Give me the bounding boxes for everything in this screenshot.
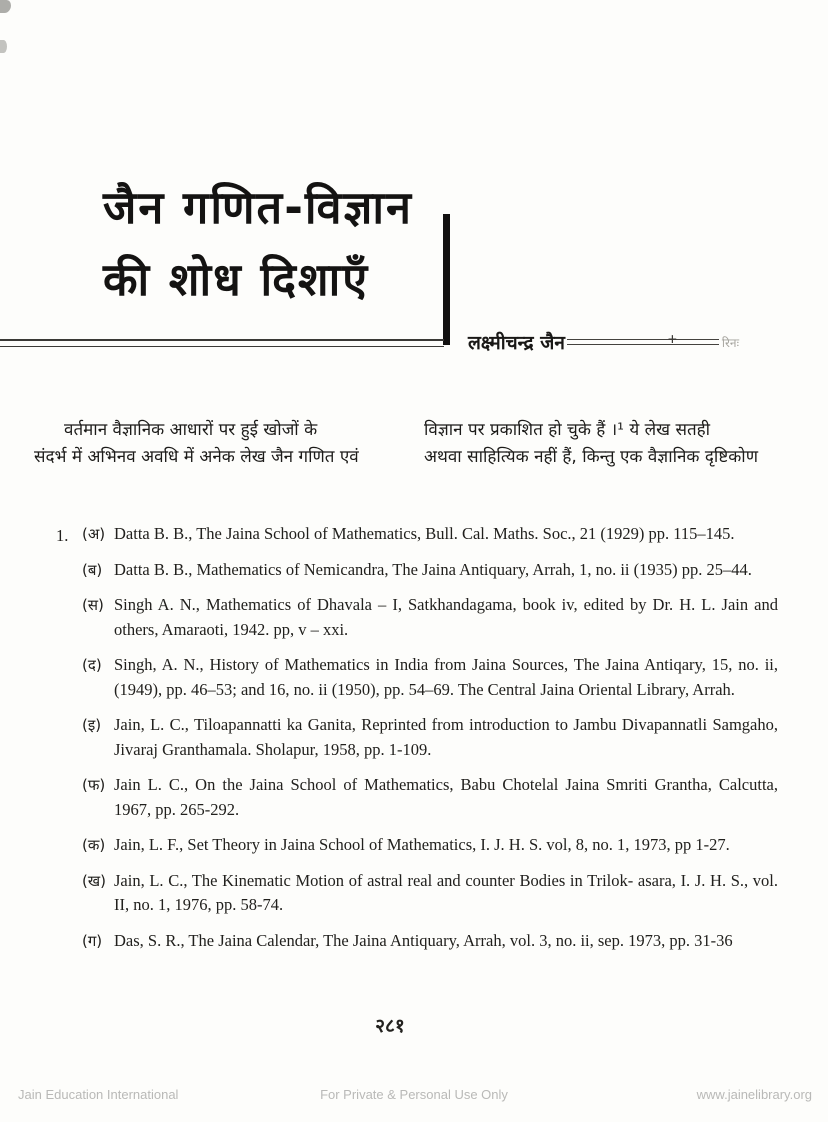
reference-list [56,522,782,964]
reference-item [56,593,782,642]
reference-item [56,929,782,954]
page-number: २८१ [375,1015,405,1037]
reference-citation: Jain L. C., On the Jaina School of Mathematics, Babu Chotelal Jaina Smriti Grantha, Calcutta, 1967, pp. 265-292. [114,775,778,819]
reference-citation: Datta B. B., Mathematics of Nemicandra, The Jaina Antiquary, Arrah, 1, no. ii (1935) pp. 25–44. [114,559,752,579]
scan-artifact-mark [0,0,11,13]
reference-citation: Jain, L. C., Tiloapannatti ka Ganita, Reprinted from introduction to Jambu Divapannatli Samgaho, Jivaraj Granthamala. Sholapur, 1958, pp. 1-109. [114,715,778,759]
reference-citation: Singh A. N., Mathematics of Dhavala – I, Satkhandagama, book iv, edited by Dr. H. L. Jain and others, Amaraoti, 1942. pp, v – xxi. [114,595,778,639]
intro-text-line: विज्ञान पर प्रकाशित हो चुके हैं ।¹ ये लेख सतही [424,420,711,440]
rule-plus-tick: + [667,330,677,348]
author-line [468,328,818,356]
intro-right-column [424,417,824,471]
reference-label: (अ) [82,525,106,543]
intro-text-line: वर्तमान वैज्ञानिक आधारों पर हुई खोजों के [64,420,318,440]
reference-item [56,833,782,858]
footer-usage-note: For Private & Personal Use Only [320,1087,508,1102]
author-name: लक्ष्मीचन्द्र जैन [468,332,565,354]
footer-publisher: Jain Education International [18,1087,179,1102]
reference-item [56,653,782,702]
reference-label: (ख) [82,871,106,890]
reference-item [56,558,782,583]
reference-label: (ब) [82,560,103,579]
rule-end-smudge: रिनः [721,335,740,350]
reference-citation: Singh, A. N., History of Mathematics in India from Jaina Sources, The Jaina Antiqary, 15, no. ii, (1949), pp. 46–53; and 16, no. ii (1950), pp. 54–69. The Central Jaina Oriental Library, Arrah. [114,655,778,699]
intro-text-line: संदर्भ में अभिनव अवधि में अनेक लेख जैन गणित एवं [34,447,359,467]
author-double-rule [567,330,719,348]
reference-label: (स) [82,596,104,614]
reference-item [56,869,782,918]
article-title [103,172,448,316]
reference-citation: Jain, L. C., The Kinematic Motion of astral real and counter Bodies in Trilok- asara, I. J. H. S., vol. II, no. 1, 1976, pp. 58-74. [114,870,778,914]
reference-citation: Das, S. R., The Jaina Calendar, The Jaina Antiquary, Arrah, vol. 3, no. ii, sep. 1973, pp. 31-36 [114,930,733,950]
title-divider-bar [443,214,450,345]
scan-artifact-mark [0,40,7,53]
article-title-line2: की शोध दिशाएँ [103,253,370,306]
intro-left-column [34,417,426,471]
masthead-double-rule [0,339,444,347]
reference-label: (ग) [82,931,103,950]
reference-label: (द) [82,656,102,674]
footnote-number: 1. [56,526,69,545]
footer [0,1087,828,1107]
reference-item [56,713,782,762]
reference-item [56,773,782,822]
reference-label: (फ) [82,776,106,794]
reference-citation: Datta B. B., The Jaina School of Mathematics, Bull. Cal. Maths. Soc., 21 (1929) pp. 115–145. [114,524,735,543]
reference-item [56,522,782,547]
footer-website: www.jainelibrary.org [696,1087,812,1102]
reference-label: (इ) [82,716,102,734]
intro-text-line: अथवा साहित्यिक नहीं हैं, किन्तु एक वैज्ञानिक दृष्टिकोण [424,447,758,467]
reference-label: (क) [82,836,106,854]
reference-citation: Jain, L. F., Set Theory in Jaina School of Mathematics, I. J. H. S. vol, 8, no. 1, 1973, pp 1-27. [114,835,730,854]
article-title-line1: जैन गणित-विज्ञान [103,181,414,234]
